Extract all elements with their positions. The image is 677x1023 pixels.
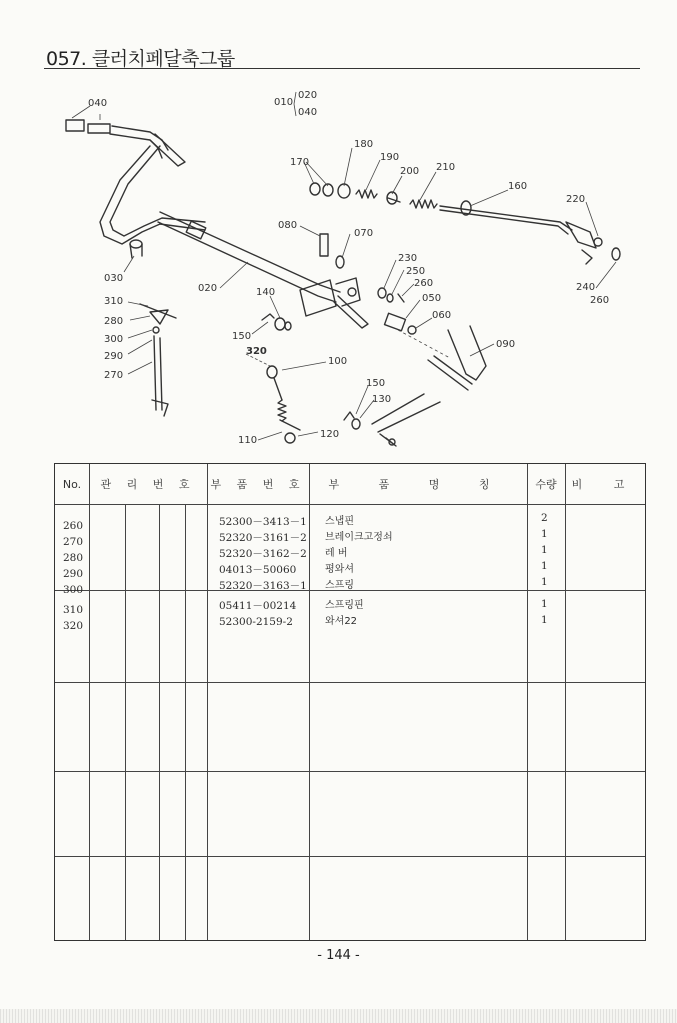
label-110: 110 [238,435,258,446]
label-040-right: 040 [298,107,318,118]
label-250: 250 [406,266,426,277]
label-170: 170 [290,157,310,168]
table-row-name: 레 버 [325,548,348,559]
group1-name-col [325,514,393,594]
label-200: 200 [400,166,420,177]
label-080: 080 [278,220,298,231]
label-220: 220 [566,194,586,205]
table-row-no: 300 [63,584,84,596]
header-note: 비 고 [571,478,639,491]
col-rule-mgmt-a [125,504,126,940]
table-row-name: 스프링 [325,580,354,591]
pin-150-lower [344,412,354,420]
label-070: 070 [354,228,374,239]
pin-070 [336,256,344,268]
rod-160-top [440,206,572,230]
scan-edge [0,1009,677,1023]
cross-shaft-top [160,212,340,292]
header-no: No. [62,477,82,491]
group2-qty-col [541,596,548,628]
group1-qty-col [541,510,548,590]
label-150: 150 [232,331,252,342]
pedal-arm-bottom [110,134,162,158]
table-row-qty: 1 [541,544,548,556]
washer-180 [338,184,350,198]
label-090: 090 [496,339,516,350]
washer-240 [612,248,620,260]
table-row-part: 52300－3413－1 [219,516,307,528]
table-row-qty: 1 [541,560,548,572]
row-rule-4 [55,856,645,857]
label-270: 270 [104,370,124,381]
snap-pin-260 [582,250,592,264]
table-row-part: 52300-2159-2 [219,616,293,628]
grip-part [66,120,84,131]
clevis-220 [566,222,596,248]
table-row-no: 310 [63,604,84,616]
page-title: 057. 클러치페달축그룹 [46,48,235,70]
washer-130 [352,419,360,429]
table-row-part: 52320－3162－2 [219,548,307,560]
clevis-120 [280,420,300,430]
washer-170a [310,183,320,195]
label-260-mid: 260 [414,278,434,289]
bracket-plate [300,280,336,316]
label-280: 280 [104,316,124,327]
label-010: 010 [274,97,294,108]
label-120: 120 [320,429,340,440]
row-rule-3 [55,771,645,772]
table-row-name: 스냅핀 [325,516,354,527]
clevis-pin [594,238,602,246]
rod-160-bottom [440,210,568,234]
table-row-name: 와셔22 [325,616,358,627]
lever-link [334,296,368,328]
bracket-hole [348,288,356,296]
pin-080 [320,234,328,256]
nut-110 [285,433,295,443]
table-row-qty: 1 [541,614,548,626]
parts-diagram [0,0,677,460]
table-row-name: 스프링핀 [325,600,364,611]
header-part: 부 품 번 호 [210,478,306,491]
label-020-top: 020 [298,90,318,101]
table-row-part: 52320－3161－2 [219,532,307,544]
lever-090 [448,326,486,380]
main-rod-outer [100,146,205,244]
table-row-part: 52320－3163－1 [219,580,307,592]
header-qty: 수량 [535,478,557,491]
label-180: 180 [354,139,374,150]
label-310: 310 [104,296,124,307]
label-040-top: 040 [88,98,108,109]
table-row-qty: 1 [541,576,548,588]
label-050: 050 [422,293,442,304]
label-210: 210 [436,162,456,173]
link-100 [274,378,282,400]
table-row-no: 320 [63,620,84,632]
label-290: 290 [104,351,124,362]
nut-060 [408,326,416,334]
col-rule-mgmt [207,464,208,940]
spring-100 [278,400,286,421]
group2-name-col [325,598,364,630]
label-060: 060 [432,310,452,321]
washer-250 [387,294,393,302]
table-row-no: 280 [63,552,84,564]
table-row-qty: 1 [541,598,548,610]
page-number: - 144 - [317,948,360,963]
header-name: 부 품 명 칭 [328,478,508,491]
spring-190 [356,190,377,198]
label-140: 140 [256,287,276,298]
washer-290 [153,327,159,333]
table-row-qty: 2 [541,512,548,524]
col-rule-name [527,464,528,940]
eye-100 [267,366,277,378]
cross-shaft-bottom [158,222,336,302]
table-row-no: 260 [63,520,84,532]
col-rule-mgmt-c [185,504,186,940]
washer-230 [378,288,386,298]
table-row-no: 290 [63,568,84,580]
label-100: 100 [328,356,348,367]
sleeve-part [88,124,110,133]
header-mgmt: 관 리 번 호 [100,478,196,491]
label-300: 300 [104,334,124,345]
pin-150 [262,314,274,320]
label-160: 160 [508,181,528,192]
row-rule-2 [55,682,645,683]
label-190: 190 [380,152,400,163]
label-130: 130 [372,394,392,405]
group1-no-col [63,518,83,598]
label-030: 030 [104,273,124,284]
col-rule-mgmt-b [159,504,160,940]
table-row-name: 브레이크고정쇠 [325,532,393,543]
header-rule [55,504,645,505]
label-020: 020 [198,283,218,294]
parts-table [54,463,646,941]
table-row-no: 270 [63,536,84,548]
group1-part-col [219,514,307,594]
label-260-right: 260 [590,295,610,306]
table-row-name: 평와셔 [325,564,354,575]
col-rule-no [89,464,90,940]
col-rule-qty [565,464,566,940]
washer-140b [285,322,291,330]
washer-140 [275,318,285,330]
table-row-part: 04013－50060 [219,564,297,576]
label-230: 230 [398,253,418,264]
label-150-lower: 150 [366,378,386,389]
group2-no-col [63,602,83,634]
table-row-qty: 1 [541,528,548,540]
bushing-030 [130,240,142,248]
col-rule-part [309,464,310,940]
brake-holder-foot [152,400,168,416]
brake-holder-270 [154,336,162,410]
table-row-part: 05411－00214 [219,600,297,612]
bolt-050 [384,313,405,330]
group2-part-col [219,598,296,630]
label-240: 240 [576,282,596,293]
label-320: 320 [246,346,267,357]
